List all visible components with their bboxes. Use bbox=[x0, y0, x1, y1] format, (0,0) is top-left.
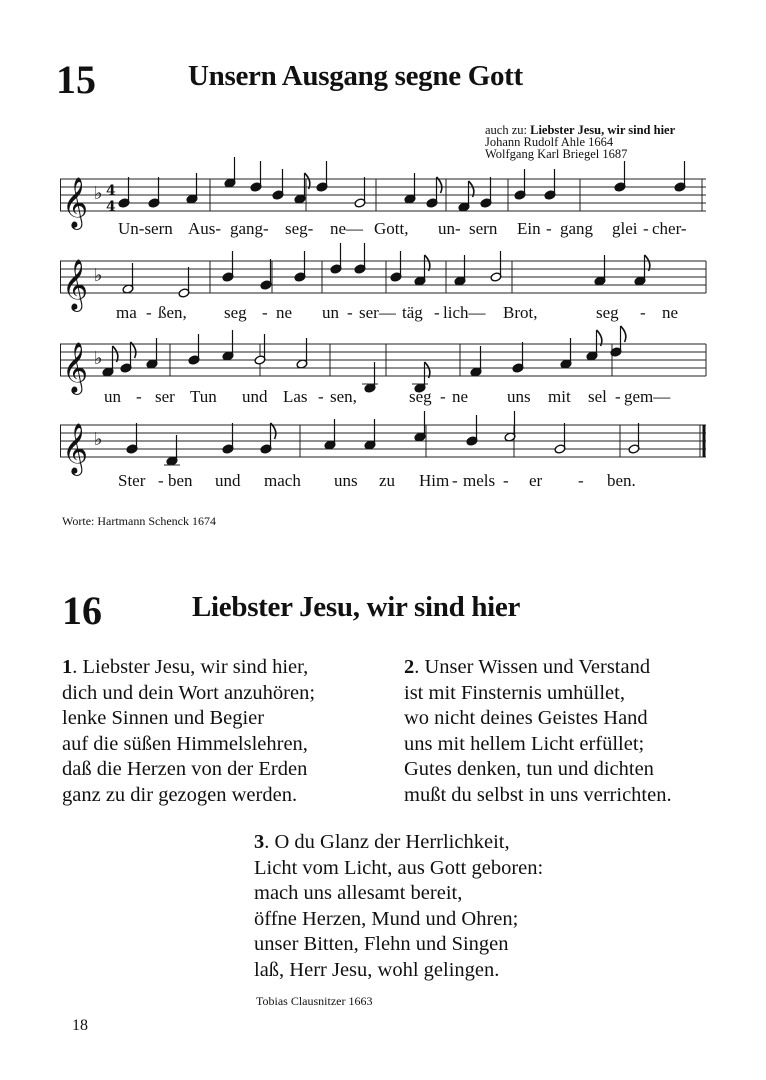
flat-key-signature-icon: ♭ bbox=[94, 348, 103, 369]
syllable: seg bbox=[224, 303, 247, 322]
syllable: ne bbox=[276, 303, 293, 322]
syllable: gem— bbox=[624, 387, 671, 406]
syllable: Aus- bbox=[188, 219, 222, 238]
words-credit: Worte: Hartmann Schenck 1674 bbox=[62, 514, 216, 528]
syllable: mels bbox=[463, 471, 496, 490]
syllable: sel bbox=[588, 387, 607, 406]
syllable: Tun bbox=[190, 387, 217, 406]
syllable: - bbox=[546, 219, 552, 238]
syllable: Un-sern bbox=[118, 219, 173, 238]
stanza-number: 1 bbox=[62, 656, 73, 678]
syllable: mach bbox=[264, 471, 301, 490]
note-flag bbox=[621, 326, 626, 342]
arranger-credit: Wolfgang Karl Briegel 1687 bbox=[485, 147, 628, 161]
lyric-line-3 bbox=[0, 388, 766, 410]
page-number: 18 bbox=[72, 1017, 88, 1034]
syllable: - bbox=[146, 303, 152, 322]
also-tune-line: auch zu: Liebster Jesu, wir sind hier bbox=[485, 123, 676, 137]
hymn-16-author: Tobias Clausnitzer 1663 bbox=[256, 994, 373, 1008]
syllable: - bbox=[452, 471, 458, 490]
syllable: ser bbox=[155, 387, 175, 406]
syllable: - bbox=[262, 303, 268, 322]
time-signature-icon: 4 bbox=[106, 183, 116, 199]
stanza-number: 2 bbox=[404, 656, 415, 678]
syllable: cher- bbox=[652, 219, 687, 238]
syllable: ben. bbox=[607, 471, 636, 490]
syllable: lich— bbox=[443, 303, 486, 322]
syllable: mit bbox=[548, 387, 571, 406]
syllable: - bbox=[615, 387, 621, 406]
syllable: glei bbox=[612, 219, 638, 238]
stanza-1: 1. Liebster Jesu, wir sind hier, dich und dein Wort anzuhören; lenke Sinnen und Begier auf die süßen Himmelslehren, daß die Herzen von der Erden ganz zu dir gezogen werden. bbox=[62, 656, 316, 806]
syllable: uns bbox=[334, 471, 358, 490]
treble-clef-icon: 𝄞 bbox=[62, 177, 89, 228]
music-staff-2 bbox=[60, 247, 706, 310]
syllable: - bbox=[640, 303, 646, 322]
syllable: ser— bbox=[359, 303, 396, 322]
syllable: - bbox=[318, 387, 324, 406]
syllable: und bbox=[242, 387, 268, 406]
composer-credit: Johann Rudolf Ahle 1664 bbox=[485, 135, 614, 149]
syllable: - bbox=[434, 303, 440, 322]
syllable: sen, bbox=[330, 387, 357, 406]
stanza-2: 2. Unser Wissen und Verstand ist mit Finsternis umhüllet, wo nicht deines Geistes Hand uns mit hellem Licht erfüllet; Gutes denken, tun und dichten mußt du selbst in uns verrichten. bbox=[404, 656, 672, 806]
syllable: Him bbox=[419, 471, 450, 490]
syllable: ma bbox=[116, 303, 137, 322]
treble-clef-icon: 𝄞 bbox=[62, 342, 89, 393]
syllable: - bbox=[440, 387, 446, 406]
syllable: - bbox=[643, 219, 649, 238]
stanza-number: 3 bbox=[254, 831, 265, 853]
lyric-line-4 bbox=[0, 472, 766, 494]
hymn-16-number: 16 bbox=[62, 588, 102, 633]
syllable: uns bbox=[507, 387, 531, 406]
treble-clef-icon: 𝄞 bbox=[62, 259, 89, 310]
syllable: - bbox=[578, 471, 584, 490]
music-staff-4 bbox=[60, 411, 706, 474]
syllable: gang bbox=[560, 219, 594, 238]
treble-clef-icon: 𝄞 bbox=[62, 423, 89, 474]
syllable: Brot, bbox=[503, 303, 538, 322]
syllable: ne— bbox=[330, 219, 364, 238]
syllable: ßen, bbox=[158, 303, 187, 322]
syllable: gang- bbox=[230, 219, 269, 238]
syllable: ben bbox=[168, 471, 193, 490]
syllable: seg bbox=[596, 303, 619, 322]
hymn-16-title: Liebster Jesu, wir sind hier bbox=[192, 591, 521, 623]
syllable: Gott, bbox=[374, 219, 409, 238]
flat-key-signature-icon: ♭ bbox=[94, 429, 103, 450]
hymn-15-number: 15 bbox=[56, 57, 96, 102]
syllable: er bbox=[529, 471, 543, 490]
syllable: seg bbox=[409, 387, 432, 406]
syllable: un- bbox=[438, 219, 461, 238]
stanza-3: 3. O du Glanz der Herrlichkeit, Licht vom Licht, aus Gott geboren: mach uns allesamt bereit, öffne Herzen, Mund und Ohren; unser Bitten, Flehn und Singen laß, Herr Jesu, wohl gelingen. bbox=[254, 831, 544, 981]
syllable: - bbox=[347, 303, 353, 322]
syllable: Las bbox=[283, 387, 308, 406]
tune-credits bbox=[485, 124, 675, 160]
syllable: un bbox=[322, 303, 339, 322]
syllable: - bbox=[136, 387, 142, 406]
music-staff-1 bbox=[60, 165, 706, 228]
syllable: Ein bbox=[517, 219, 541, 238]
syllable: zu bbox=[379, 471, 396, 490]
flat-key-signature-icon: ♭ bbox=[94, 265, 103, 286]
syllable: - bbox=[158, 471, 164, 490]
syllable: täg bbox=[402, 303, 423, 322]
time-signature-icon: 4 bbox=[106, 199, 116, 215]
syllable: ne bbox=[662, 303, 679, 322]
hymn-15-title: Unsern Ausgang segne Gott bbox=[188, 60, 523, 92]
flat-key-signature-icon: ♭ bbox=[94, 183, 103, 204]
lyric-line-1 bbox=[0, 220, 766, 242]
syllable: un bbox=[104, 387, 121, 406]
syllable: und bbox=[215, 471, 241, 490]
syllable: ne bbox=[452, 387, 469, 406]
music-staff-3 bbox=[60, 330, 706, 393]
syllable: sern bbox=[469, 219, 498, 238]
lyric-line-2 bbox=[0, 304, 766, 326]
syllable: Ster bbox=[118, 471, 146, 490]
syllable: - bbox=[503, 471, 509, 490]
syllable: seg- bbox=[285, 219, 314, 238]
